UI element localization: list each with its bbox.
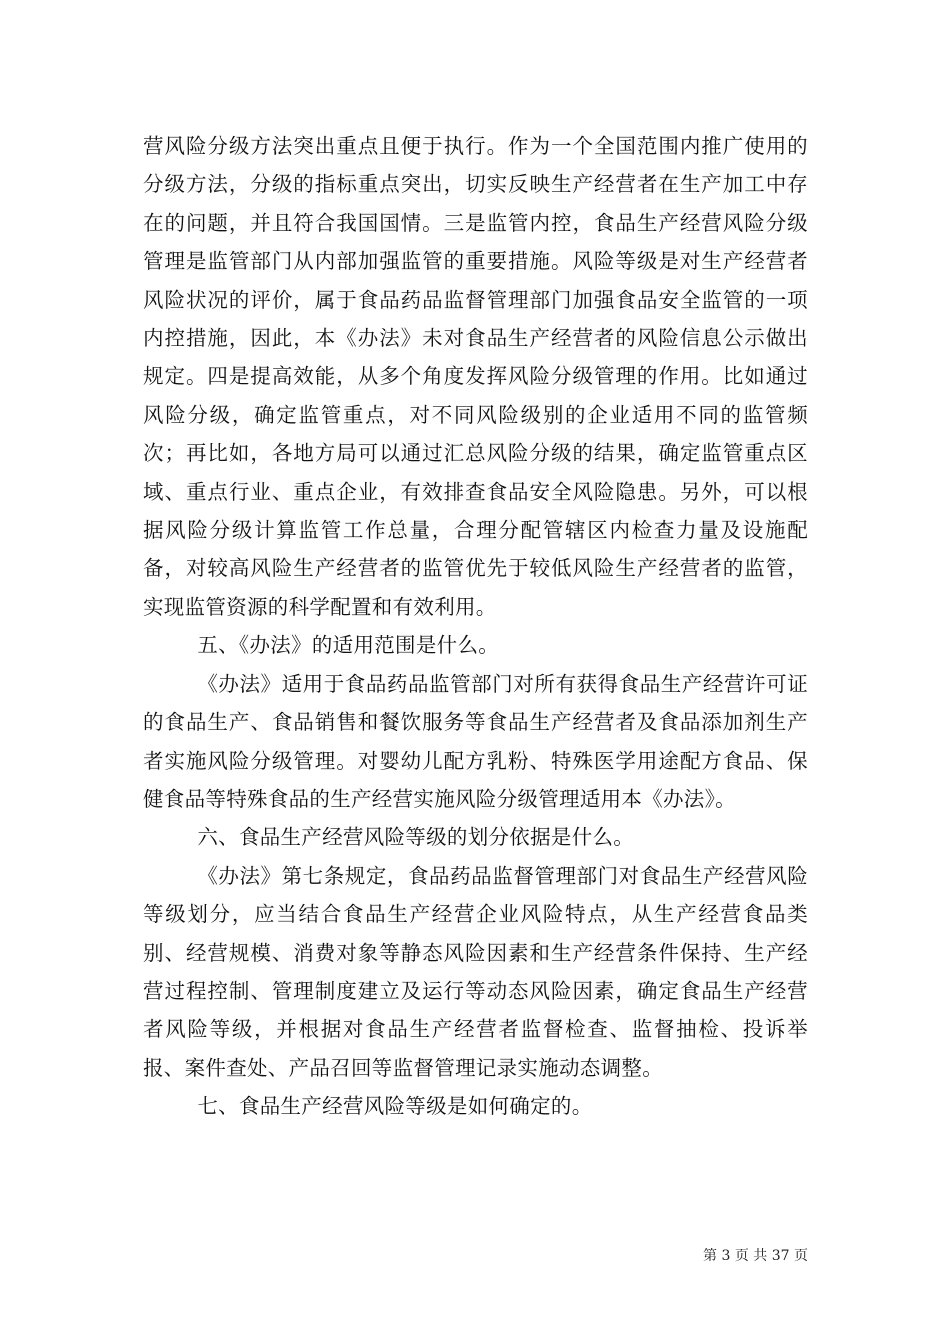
body-paragraph-basis: 《办法》第七条规定，食品药品监督管理部门对食品生产经营风险等级划分，应当结合食品生产经营企业风险特点，从生产经营食品类别、经营规模、消费对象等静态风险因素和生产经营条件保持、生产经营过程控制、管理制度建立及运行等动态风险因素，确定食品生产经营者风险等级，并根据对食品生产经营者监督检查、监督抽检、投诉举报、案件查处、产品召回等监督管理记录实施动态调整。	[143, 863, 808, 1080]
section-heading-scope: 五、《办法》的适用范围是什么。	[197, 633, 500, 658]
section-heading-determination: 七、食品生产经营风险等级是如何确定的。	[197, 1094, 593, 1119]
section-heading-basis: 六、食品生产经营风险等级的划分依据是什么。	[197, 825, 635, 850]
page-number-footer: 第 3 页 共 37 页	[703, 1248, 808, 1264]
body-paragraph-scope: 《办法》适用于食品药品监管部门对所有获得食品生产经营许可证的食品生产、食品销售和餐饮服务等食品生产经营者及食品添加剂生产者实施风险分级管理。对婴幼儿配方乳粉、特殊医学用途配方食品、保健食品等特殊食品的生产经营实施风险分级管理适用本《办法》。	[143, 671, 808, 811]
document-body	[143, 127, 808, 1126]
body-paragraph-continuation: 营风险分级方法突出重点且便于执行。作为一个全国范围内推广使用的分级方法，分级的指标重点突出，切实反映生产经营者在生产加工中存在的问题，并且符合我国国情。三是监管内控，食品生产经营风险分级管理是监管部门从内部加强监管的重要措施。风险等级是对生产经营者风险状况的评价，属于食品药品监督管理部门加强食品安全监管的一项内控措施，因此，本《办法》未对食品生产经营者的风险信息公示做出规定。四是提高效能，从多个角度发挥风险分级管理的作用。比如通过风险分级，确定监管重点，对不同风险级别的企业适用不同的监管频次；再比如，各地方局可以通过汇总风险分级的结果，确定监管重点区域、重点行业、重点企业，有效排查食品安全风险隐患。另外，可以根据风险分级计算监管工作总量，合理分配管辖区内检查力量及设施配备，对较高风险生产经营者的监管优先于较低风险生产经营者的监管，实现监管资源的科学配置和有效利用。	[143, 134, 808, 619]
